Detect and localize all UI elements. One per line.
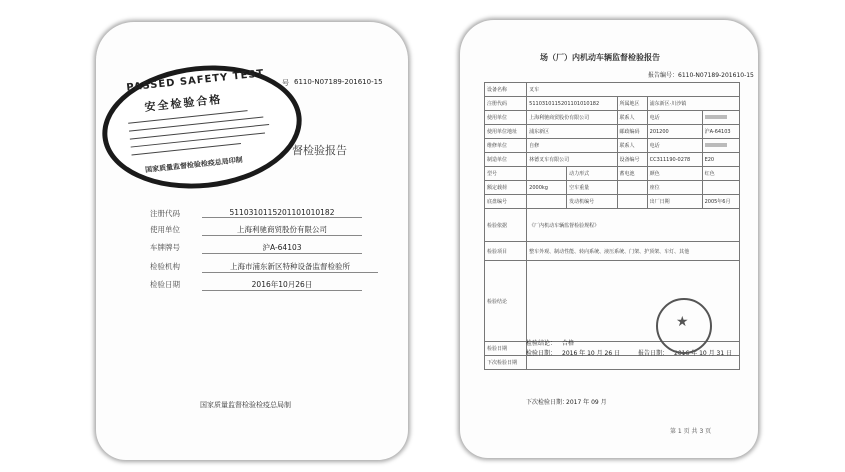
cover-footer: 国家质量监督检验检疫总局制 [200,401,291,409]
field-value: 5110310115201101010182 [202,208,362,218]
stamp-line [130,124,269,140]
table-cell [617,181,647,195]
field-value: 沪A-64103 [202,242,362,254]
table-cell: 整车外观、制动性能、转向系统、液压系统、门架、护顶架、车灯、其他 [527,242,740,261]
table-cell [702,181,739,195]
issue-date: 2016 年 10 月 31 日 [674,350,733,357]
table-cell: 201200 [647,125,702,139]
table-cell: 注册代码 [485,97,527,111]
table-cell: 设备编号 [617,153,647,167]
table-cell: 底盘编号 [485,195,527,209]
table-cell: 2005年6月 [702,195,739,209]
field-label: 车牌牌号 [150,243,180,252]
redacted-cell [702,139,739,153]
field-value: 上海利驰商贸股份有限公司 [202,224,362,236]
table-row [485,242,740,261]
table-cell: 下次检验日期 [485,356,527,370]
table-cell: 颜色 [647,167,702,181]
table-cell: 电话 [647,139,702,153]
table-cell: 《厂内机动车辆监督检验规程》 [527,209,740,242]
table-cell: 所属地区 [617,97,647,111]
table-cell: E20 [702,153,739,167]
issue-date-label: 报告日期： [638,350,669,357]
inspection-seal [656,298,712,354]
page-number: 第 1 页 共 3 页 [670,428,712,435]
stamp-title-cn: 安全检验合格 [143,92,223,114]
next-inspection-date: 2017 年 09 月 [566,399,607,406]
table-cell: 制造单位 [485,153,527,167]
table-cell: 电话 [647,111,702,125]
table-cell: 5110310115201101010182 [527,97,617,111]
table-cell [617,195,647,209]
table-cell: 邮政编码 [617,125,647,139]
field-label: 检验机构 [150,262,180,271]
table-row [485,97,740,111]
star-icon: ★ [676,314,689,330]
inspection-date: 2016 年 10 月 26 日 [562,350,621,357]
table-cell: 林德叉车有限公司 [527,153,617,167]
table-cell: 设备名称 [485,83,527,97]
table-cell: 检验结论 [485,261,527,342]
table-cell: 使用单位 [485,111,527,125]
stamp-line [129,117,263,132]
field-value: 2016年10月26日 [202,279,362,291]
table-cell: 出厂日期 [647,195,702,209]
conclusion-label: 检验结论： [526,340,557,347]
table-cell: 检验日期 [485,342,527,356]
field-label: 检验日期 [150,280,180,289]
table-cell: 发动机编号 [567,195,617,209]
report-number: 6110-N07189-201610-15 [294,78,383,86]
table-row [485,209,740,242]
table-cell: 动力形式 [567,167,617,181]
table-cell: 浦东新区 [527,125,617,139]
table-cell [527,195,567,209]
table-cell: 检验项目 [485,242,527,261]
table-cell: 红色 [702,167,739,181]
field-value: 上海市浦东新区特种设备监督检验所 [202,261,378,273]
field-label: 注册代码 [150,209,180,218]
table-row [485,83,740,97]
table-cell: 沪A-64103 [702,125,739,139]
table-row [485,153,740,167]
table-cell [527,167,567,181]
next-inspection-label: 下次检验日期： [526,399,569,406]
table-cell: 型号 [485,167,527,181]
table-cell: 座位 [647,181,702,195]
inspection-date-label: 检验日期： [526,350,557,357]
stamp-line [131,132,265,147]
table-row [485,195,740,209]
report-heading: 场（厂）内机动车辆监督检验报告 [540,53,660,62]
table-cell: 使用单位地址 [485,125,527,139]
table-cell: 上海利驰商贸股份有限公司 [527,111,617,125]
table-cell: 自修 [527,139,617,153]
table-cell: 浦东新区·川沙镇 [647,97,739,111]
table-row [485,356,740,370]
table-row [485,181,740,195]
stamp-title-en: PASSED SAFETY TEST [125,68,265,94]
report-number: 报告编号：6110-N07189-201610-15 [648,72,754,79]
table-row [485,139,740,153]
table-row [485,125,740,139]
report-number-prefix: 号 [282,79,289,87]
redacted-cell [702,111,739,125]
safety-test-stamp [96,56,308,198]
stamp-bottom-text: 国家质量监督检验检疫总局印制 [144,155,244,175]
table-cell: CC311190-0278 [647,153,702,167]
table-cell: 联系人 [617,139,647,153]
table-cell: 额定载荷 [485,181,527,195]
report-title: 督检验报告 [292,144,347,157]
report-cover-page [96,22,408,460]
table-row [485,111,740,125]
table-cell: 检验依据 [485,209,527,242]
table-cell [527,356,740,370]
conclusion-value: 合格 [562,340,575,347]
table-cell: 蓄电池 [617,167,647,181]
table-row [485,167,740,181]
inspection-report-page [460,20,758,458]
table-cell: 空车重量 [567,181,617,195]
table-cell: 叉车 [527,83,740,97]
table-cell: 维修单位 [485,139,527,153]
field-label: 使用单位 [150,225,180,234]
table-cell: 2000kg [527,181,567,195]
table-cell: 联系人 [617,111,647,125]
